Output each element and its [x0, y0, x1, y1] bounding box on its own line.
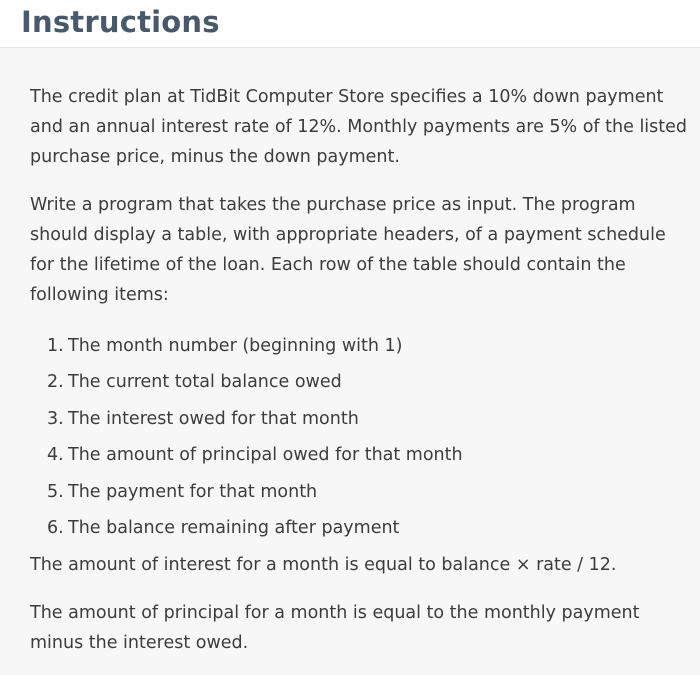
list-item: 4. The amount of principal owed for that month	[47, 445, 463, 466]
list-item: 1. The month number (beginning with 1)	[47, 336, 403, 356]
table-items-list	[30, 328, 695, 546]
credit-plan-paragraph: The credit plan at TidBit Computer Store specifies a 10% down payment and an annual interest rate of 12%. Monthly payments are 5% of the listed purchase price, minus the down payment.	[30, 87, 688, 167]
list-item: 5. The payment for that month	[47, 481, 318, 502]
interest-rule-paragraph: The amount of interest for a month is equal to balance × rate / 12.	[30, 555, 617, 576]
list-item: 2. The current total balance owed	[47, 372, 342, 393]
instructions-header	[0, 0, 700, 48]
list-item: 6. The balance remaining after payment	[47, 518, 400, 539]
task-paragraph: Write a program that takes the purchase price as input. The program should display a table, with appropriate headers, of a payment schedule for the lifetime of the loan. Each row of the table should contain the following items:	[30, 195, 666, 305]
instructions-body	[30, 82, 695, 658]
principal-rule-paragraph: The amount of principal for a month is equal to the monthly payment minus the interest owed.	[30, 603, 640, 654]
page-title: Instructions	[21, 5, 220, 39]
list-item: 3. The interest owed for that month	[47, 408, 359, 429]
